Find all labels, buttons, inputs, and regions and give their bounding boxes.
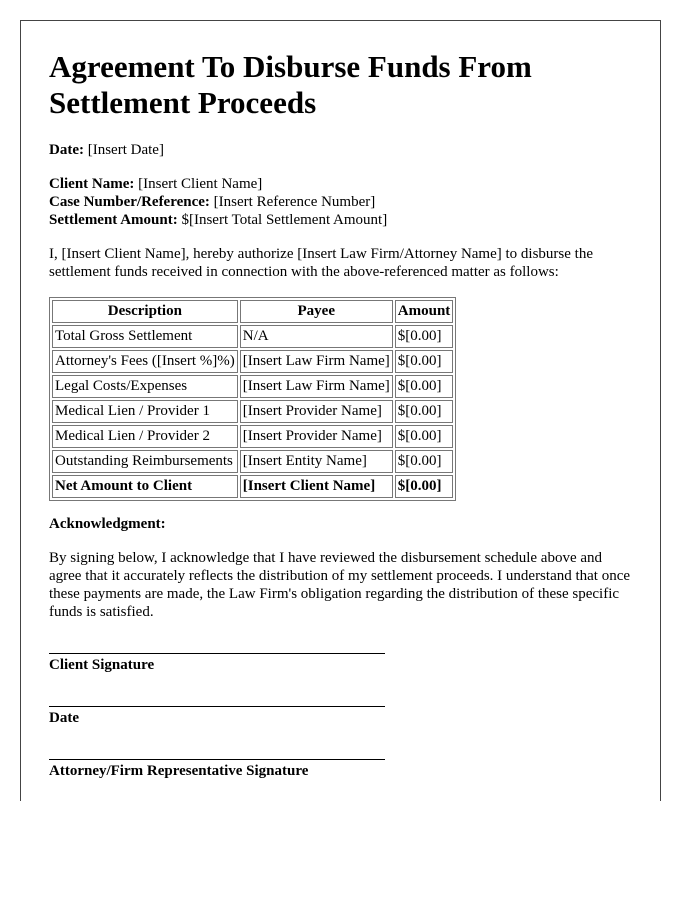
cell-payee: [Insert Law Firm Name]: [240, 375, 393, 398]
disbursement-table: [49, 297, 456, 501]
table-row: [52, 425, 453, 448]
cell-payee: N/A: [240, 325, 393, 348]
cell-amount: $[0.00]: [395, 400, 454, 423]
document: [20, 20, 661, 801]
cell-amount: $[0.00]: [395, 425, 454, 448]
cell-description: Medical Lien / Provider 1: [52, 400, 238, 423]
document-title: Agreement To Disburse Funds From Settlement Proceeds: [49, 49, 532, 120]
cell-description: Attorney's Fees ([Insert %]%): [52, 350, 238, 373]
table-row: [52, 325, 453, 348]
cell-description: Legal Costs/Expenses: [52, 375, 238, 398]
cell-amount: $[0.00]: [395, 325, 454, 348]
cell-description: Net Amount to Client: [52, 475, 238, 498]
settlement-amount-line: Settlement Amount: $[Insert Total Settlement Amount]: [49, 212, 388, 228]
client-name-line: Client Name: [Insert Client Name]: [49, 176, 263, 192]
header-payee: Payee: [240, 300, 393, 323]
date-signature-line: Date: [49, 706, 385, 727]
header-description: Description: [52, 300, 238, 323]
client-signature-line: Client Signature: [49, 653, 385, 674]
cell-description: Outstanding Reimbursements: [52, 450, 238, 473]
cell-payee: [Insert Client Name]: [240, 475, 393, 498]
cell-payee: [Insert Entity Name]: [240, 450, 393, 473]
cell-description: Total Gross Settlement: [52, 325, 238, 348]
cell-payee: [Insert Law Firm Name]: [240, 350, 393, 373]
table-row: [52, 400, 453, 423]
cell-amount: $[0.00]: [395, 475, 454, 498]
cell-description: Medical Lien / Provider 2: [52, 425, 238, 448]
cell-amount: $[0.00]: [395, 350, 454, 373]
cell-amount: $[0.00]: [395, 450, 454, 473]
authorization-paragraph: I, [Insert Client Name], hereby authorize [Insert Law Firm/Attorney Name] to disburse the settlement funds received in connection with the above-referenced matter as follows:: [49, 246, 593, 280]
date-line: Date: [Insert Date]: [49, 142, 164, 158]
table-row: [52, 375, 453, 398]
case-number-line: Case Number/Reference: [Insert Reference Number]: [49, 194, 376, 210]
cell-amount: $[0.00]: [395, 375, 454, 398]
cell-payee: [Insert Provider Name]: [240, 400, 393, 423]
acknowledgment-heading: Acknowledgment:: [49, 516, 166, 532]
attorney-signature-line: Attorney/Firm Representative Signature: [49, 759, 385, 780]
cell-payee: [Insert Provider Name]: [240, 425, 393, 448]
table-row: [52, 350, 453, 373]
table-row: [52, 450, 453, 473]
table-row: [52, 475, 453, 498]
header-amount: Amount: [395, 300, 454, 323]
acknowledgment-text: By signing below, I acknowledge that I have reviewed the disbursement schedule above and agree that it accurately reflects the distribution of my settlement proceeds. I understand that once these payments are made, the Law Firm's obligation regarding the distribution of these specific funds is satisfied.: [49, 550, 631, 620]
